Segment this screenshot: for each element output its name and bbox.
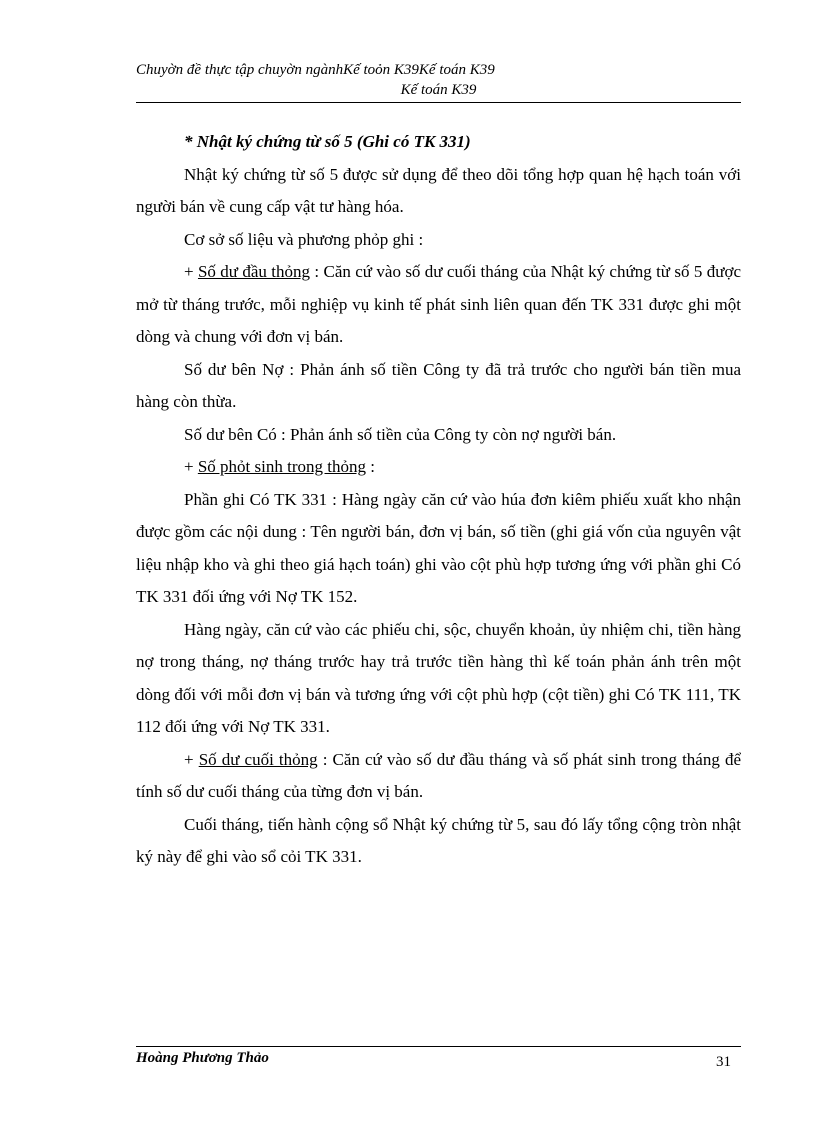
header-line-1: Chuyờn đề thực tập chuyờn ngànhKế toỏn K39Kế toán K39: [136, 62, 495, 78]
paragraph-3: [136, 256, 741, 354]
paragraph-9: [136, 744, 741, 809]
page-number: 31: [716, 1054, 731, 1070]
header-line-2: Kế toán K39: [400, 82, 477, 98]
footer-author: Hoàng Phương Thảo: [136, 1050, 269, 1066]
paragraph-6-text: :: [365, 457, 375, 476]
paragraph-2: Cơ sở số liệu và phương phỏp ghi :: [184, 229, 424, 249]
paragraph-6: [136, 451, 741, 484]
paragraph-5: Số dư bên Có : Phản ánh số tiền của Công ty còn nợ người bán.: [184, 424, 617, 444]
label-arising-in-month: Số phỏt sinh trong thỏng: [197, 457, 366, 476]
bullet-prefix: +: [184, 262, 198, 281]
paragraph-4: Số dư bên Nợ : Phản ánh số tiền Công ty đã trả trước cho người bán tiền mua hàng còn thừa.: [136, 359, 741, 411]
bullet-prefix: +: [184, 749, 199, 769]
paragraph-10: Cuối tháng, tiến hành cộng sổ Nhật ký chứng từ 5, sau đó lấy tổng cộng tròn nhật ký này để ghi vào sổ cỏi TK 331.: [136, 814, 741, 866]
paragraph-9-text: : Căn cứ vào số dư đầu tháng và số phát sinh trong tháng để tính số dư cuối tháng của từng đơn vị bán.: [136, 749, 741, 801]
label-closing-balance: Số dư cuối thỏng: [198, 749, 318, 769]
paragraph-7: Phần ghi Có TK 331 : Hàng ngày căn cứ vào húa đơn kiêm phiếu xuất kho nhận được gồm các nội dung : Tên người bán, đơn vị bán, số tiền (ghi giá vốn của nguyên vật liệu nhập kho và ghi theo giá hạch toán) ghi vào cột phù hợp tương ứng với phần ghi Có TK 331 đối ứng với Nợ TK 152.: [136, 489, 741, 606]
paragraph-3-text: : Căn cứ vào số dư cuối tháng của Nhật ký chứng từ số 5 được mở từ tháng trước, mỗi nghiệp vụ kinh tế phát sinh liên quan đến TK 331 được ghi một dòng và chung với đơn vị bán.: [136, 262, 741, 346]
paragraph-1: Nhật ký chứng từ số 5 được sử dụng để theo dõi tổng hợp quan hệ hạch toán với người bán về cung cấp vật tư hàng hóa.: [136, 164, 741, 216]
document-body: [136, 126, 741, 874]
page-footer: [136, 1046, 741, 1072]
page-header: [136, 60, 741, 103]
bullet-prefix: +: [184, 457, 198, 476]
section-title: * Nhật ký chứng từ số 5 (Ghi có TK 331): [184, 132, 471, 151]
paragraph-8: Hàng ngày, căn cứ vào các phiếu chi, sộc, chuyển khoản, ủy nhiệm chi, tiền hàng nợ trong tháng, nợ tháng trước hay trả trước tiền hàng thì kế toán phản ánh trên một dòng đối với mỗi đơn vị bán và tương ứng với cột phù hợp (cột tiền) ghi Có TK 111, TK 112 đối ứng với Nợ TK 331.: [136, 619, 741, 736]
label-opening-balance: Số dư đầu thỏng: [197, 262, 311, 281]
